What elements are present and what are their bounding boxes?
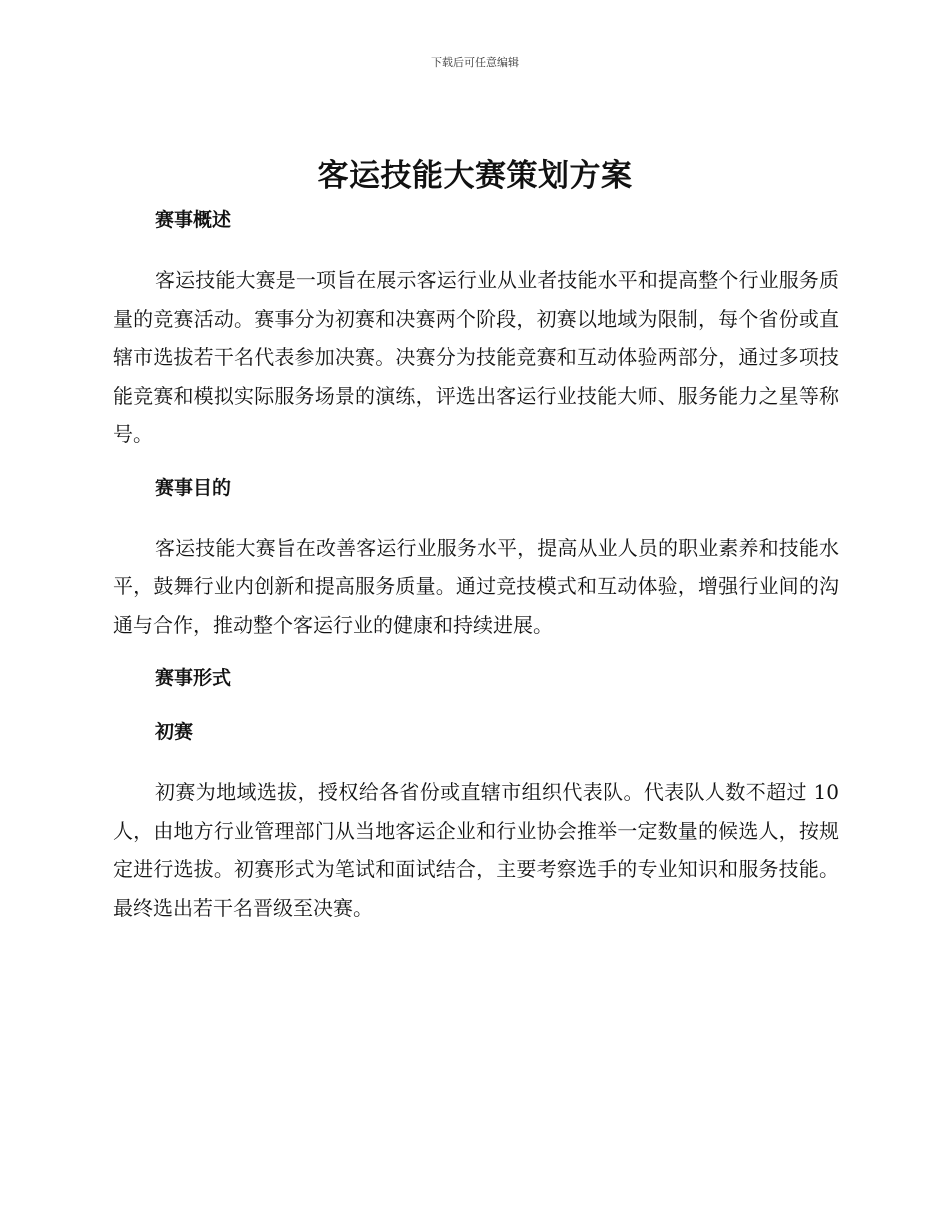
section-paragraph-overview: 客运技能大赛是一项旨在展示客运行业从业者技能水平和提高整个行业服务质量的竞赛活动。赛事分为初赛和决赛两个阶段，初赛以地域为限制，每个省份或直辖市选拔若干名代表参加决赛。决赛分为技能竞赛和互动体验两部分，通过多项技能竞赛和模拟实际服务场景的演练，评选出客运行业技能大师、服务能力之星等称号。 (113, 268, 839, 446)
section-paragraph-purpose: 客运技能大赛旨在改善客运行业服务水平，提高从业人员的职业素养和技能水平，鼓舞行业内创新和提高服务质量。通过竞技模式和互动体验，增强行业间的沟通与合作，推动整个客运行业的健康和持续进展。 (113, 535, 839, 637)
document-body (113, 200, 839, 927)
document-title: 客运技能大赛策划方案 (317, 158, 633, 194)
section-heading-overview: 赛事概述 (155, 209, 232, 231)
section-heading-purpose: 赛事目的 (155, 476, 232, 499)
section-heading-format: 赛事形式 (155, 667, 232, 689)
header-note: 下载后可任意编辑 (431, 56, 519, 69)
section-heading-preliminary: 初赛 (155, 721, 194, 743)
section-paragraph-preliminary: 初赛为地域选拔，授权给各省份或直辖市组织代表队。代表队人数不超过 10 人，由地方行业管理部门从当地客运企业和行业协会推举一定数量的候选人，按规定进行选拔。初赛形式为笔试和面试结合，主要考察选手的专业知识和服务技能。最终选出若干名晋级至决赛。 (113, 780, 839, 920)
